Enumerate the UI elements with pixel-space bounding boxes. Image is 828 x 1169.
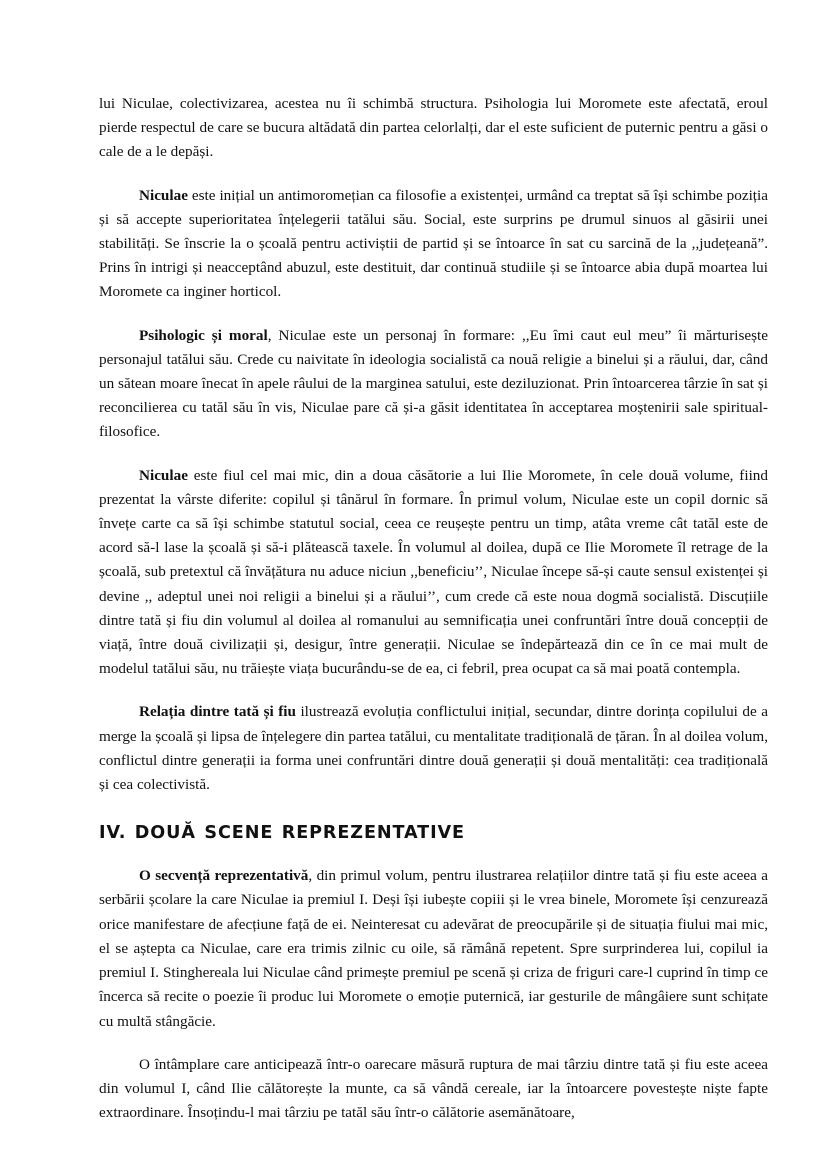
paragraph-lead-in: Relația dintre tată și fiu	[139, 703, 296, 721]
paragraph-text: este fiul cel mai mic, din a doua căsătorie a lui Ilie Moromete, în cele două volume, fiind prezentat la vârste diferite: copilul și tânărul în formare. În primul volum, Niculae este un copil dornic să învețe carte ca să își schimbe statutul social, ceea ce reușește pentru un timp, atâta vreme cât tatăl este de acord să-l lase la școală și să-i plătească taxele. În volumul al doilea, după ce Ilie Moromete îl retrage de la școală, sub pretextul că învățătura nu aduce niciun ,,beneficiu’’, Niculae începe să-și caute sensul existenței și devine ,, adeptul unei noi religii a binelui și a răului’’, cum crede că este noua dogmă socialistă. Discuțiile dintre tată și fiu din volumul al doilea al romanului au semnificația unei confruntări între două concepții de viață, între două civilizații și, desigur, între generații. Niculae se îndepărtează din ce în ce mai mult de modelul tatălui său, nu trăiește viața bucurându-se de ea, ci febril, prea ocupat ca să mai poată contempla.	[99, 466, 768, 678]
paragraph-psihologic-si-moral	[99, 324, 768, 445]
paragraph-intro-continuation	[99, 92, 768, 165]
paragraph-relatia-tata-fiu	[99, 700, 768, 797]
paragraph-text: , Niculae este un personaj în formare: ,,Eu îmi caut eul meu” îi mărturisește personajul tatălui său. Crede cu naivitate în ideologia socialistă ca nouă religie a binelui și a răului, dar, când un sătean moare înecat în apele râului de la marginea satului, este deziluzionat. Prin întoarcerea târzie în sat și reconcilierea cu tatăl său în vis, Niculae pare că și-a găsit identitatea în acceptarea moștenirii sale spiritual-filosofice.	[99, 326, 768, 441]
document-content	[99, 92, 768, 1125]
paragraph-lead-in: Niculae	[139, 186, 188, 204]
paragraph-lead-in: Psihologic și moral	[139, 326, 268, 344]
section-heading: IV. DOUĂ SCENE REPREZENTATIVE	[99, 823, 465, 844]
paragraph-text: lui Niculae, colectivizarea, acestea nu îi schimbă structura. Psihologia lui Moromete este afectată, eroul pierde respectul de care se bucura altădată din partea celorlalți, dar el este suficient de puternic pentru a găsi o cale de a le depăși.	[99, 95, 768, 161]
paragraph-text: O întâmplare care anticipează într-o oarecare măsură ruptura de mai târziu dintre tată și fiu este aceea din volumul I, când Ilie călătorește la munte, ca să vândă cereale, iar la întoarcere povestește niște fapte extraordinare. Însoțindu-l mai târziu pe tatăl său într-o călătorie asemănătoare,	[99, 1055, 768, 1122]
paragraph-lead-in: Niculae	[139, 466, 188, 484]
paragraph-lead-in: O secvență reprezentativă	[139, 867, 309, 885]
paragraph-niculae-antimorometian	[99, 184, 768, 305]
paragraph-text: , din primul volum, pentru ilustrarea relațiilor dintre tată și fiu este aceea a serbării școlare la care Niculae ia premiul I. Deși își iubește copiii și le vrea binele, Moromete își cenzurează orice manifestare de afecțiune față de ei. Neinteresat cu adevărat de preocupările și de situația fiului mai mic, el se aștepta ca Niculae, care era trimis zilnic cu oile, să rămână repetent. Spre surprinderea lui, copilul ia premiul I. Stinghereala lui Niculae când primește premiul pe scenă și criza de friguri care-l cuprind în timp ce încerca să recite o poezie îi produc lui Moromete o emoție puternică, iar gesturile de mângâiere sunt schițate cu multă stângăcie.	[99, 867, 769, 1030]
paragraph-niculae-fiul-cel-mai-mic	[99, 464, 768, 682]
paragraph-o-secventa-reprezentativa	[99, 864, 768, 1033]
paragraph-text: este inițial un antimoromețian ca filosofie a existenței, urmând ca treptat să își schimbe poziția și să accepte superioritatea înțelegerii tatălui său. Social, este surprins pe drumul sinuos al găsirii unei stabilități. Se înscrie la o școală pentru activiștii de partid și se întoarce în sat cu sarcină de la ,,județeană”. Prins în intrigi și neacceptând abuzul, este destituit, dar continuă studiile și se întoarce abia după moartea lui Moromete ca inginer horticol.	[99, 186, 768, 301]
paragraph-o-intamplare	[99, 1053, 768, 1126]
paragraph-text: ilustrează evoluția conflictului inițial, secundar, dintre dorința copilului de a merge la școală și lipsa de înțelegere din partea tatălui, cu mentalitate tradițională de țăran. În al doilea volum, conflictul dintre generații ia forma unei confruntări dintre două generații și două mentalități: cea tradițională și cea colectivistă.	[99, 703, 768, 794]
